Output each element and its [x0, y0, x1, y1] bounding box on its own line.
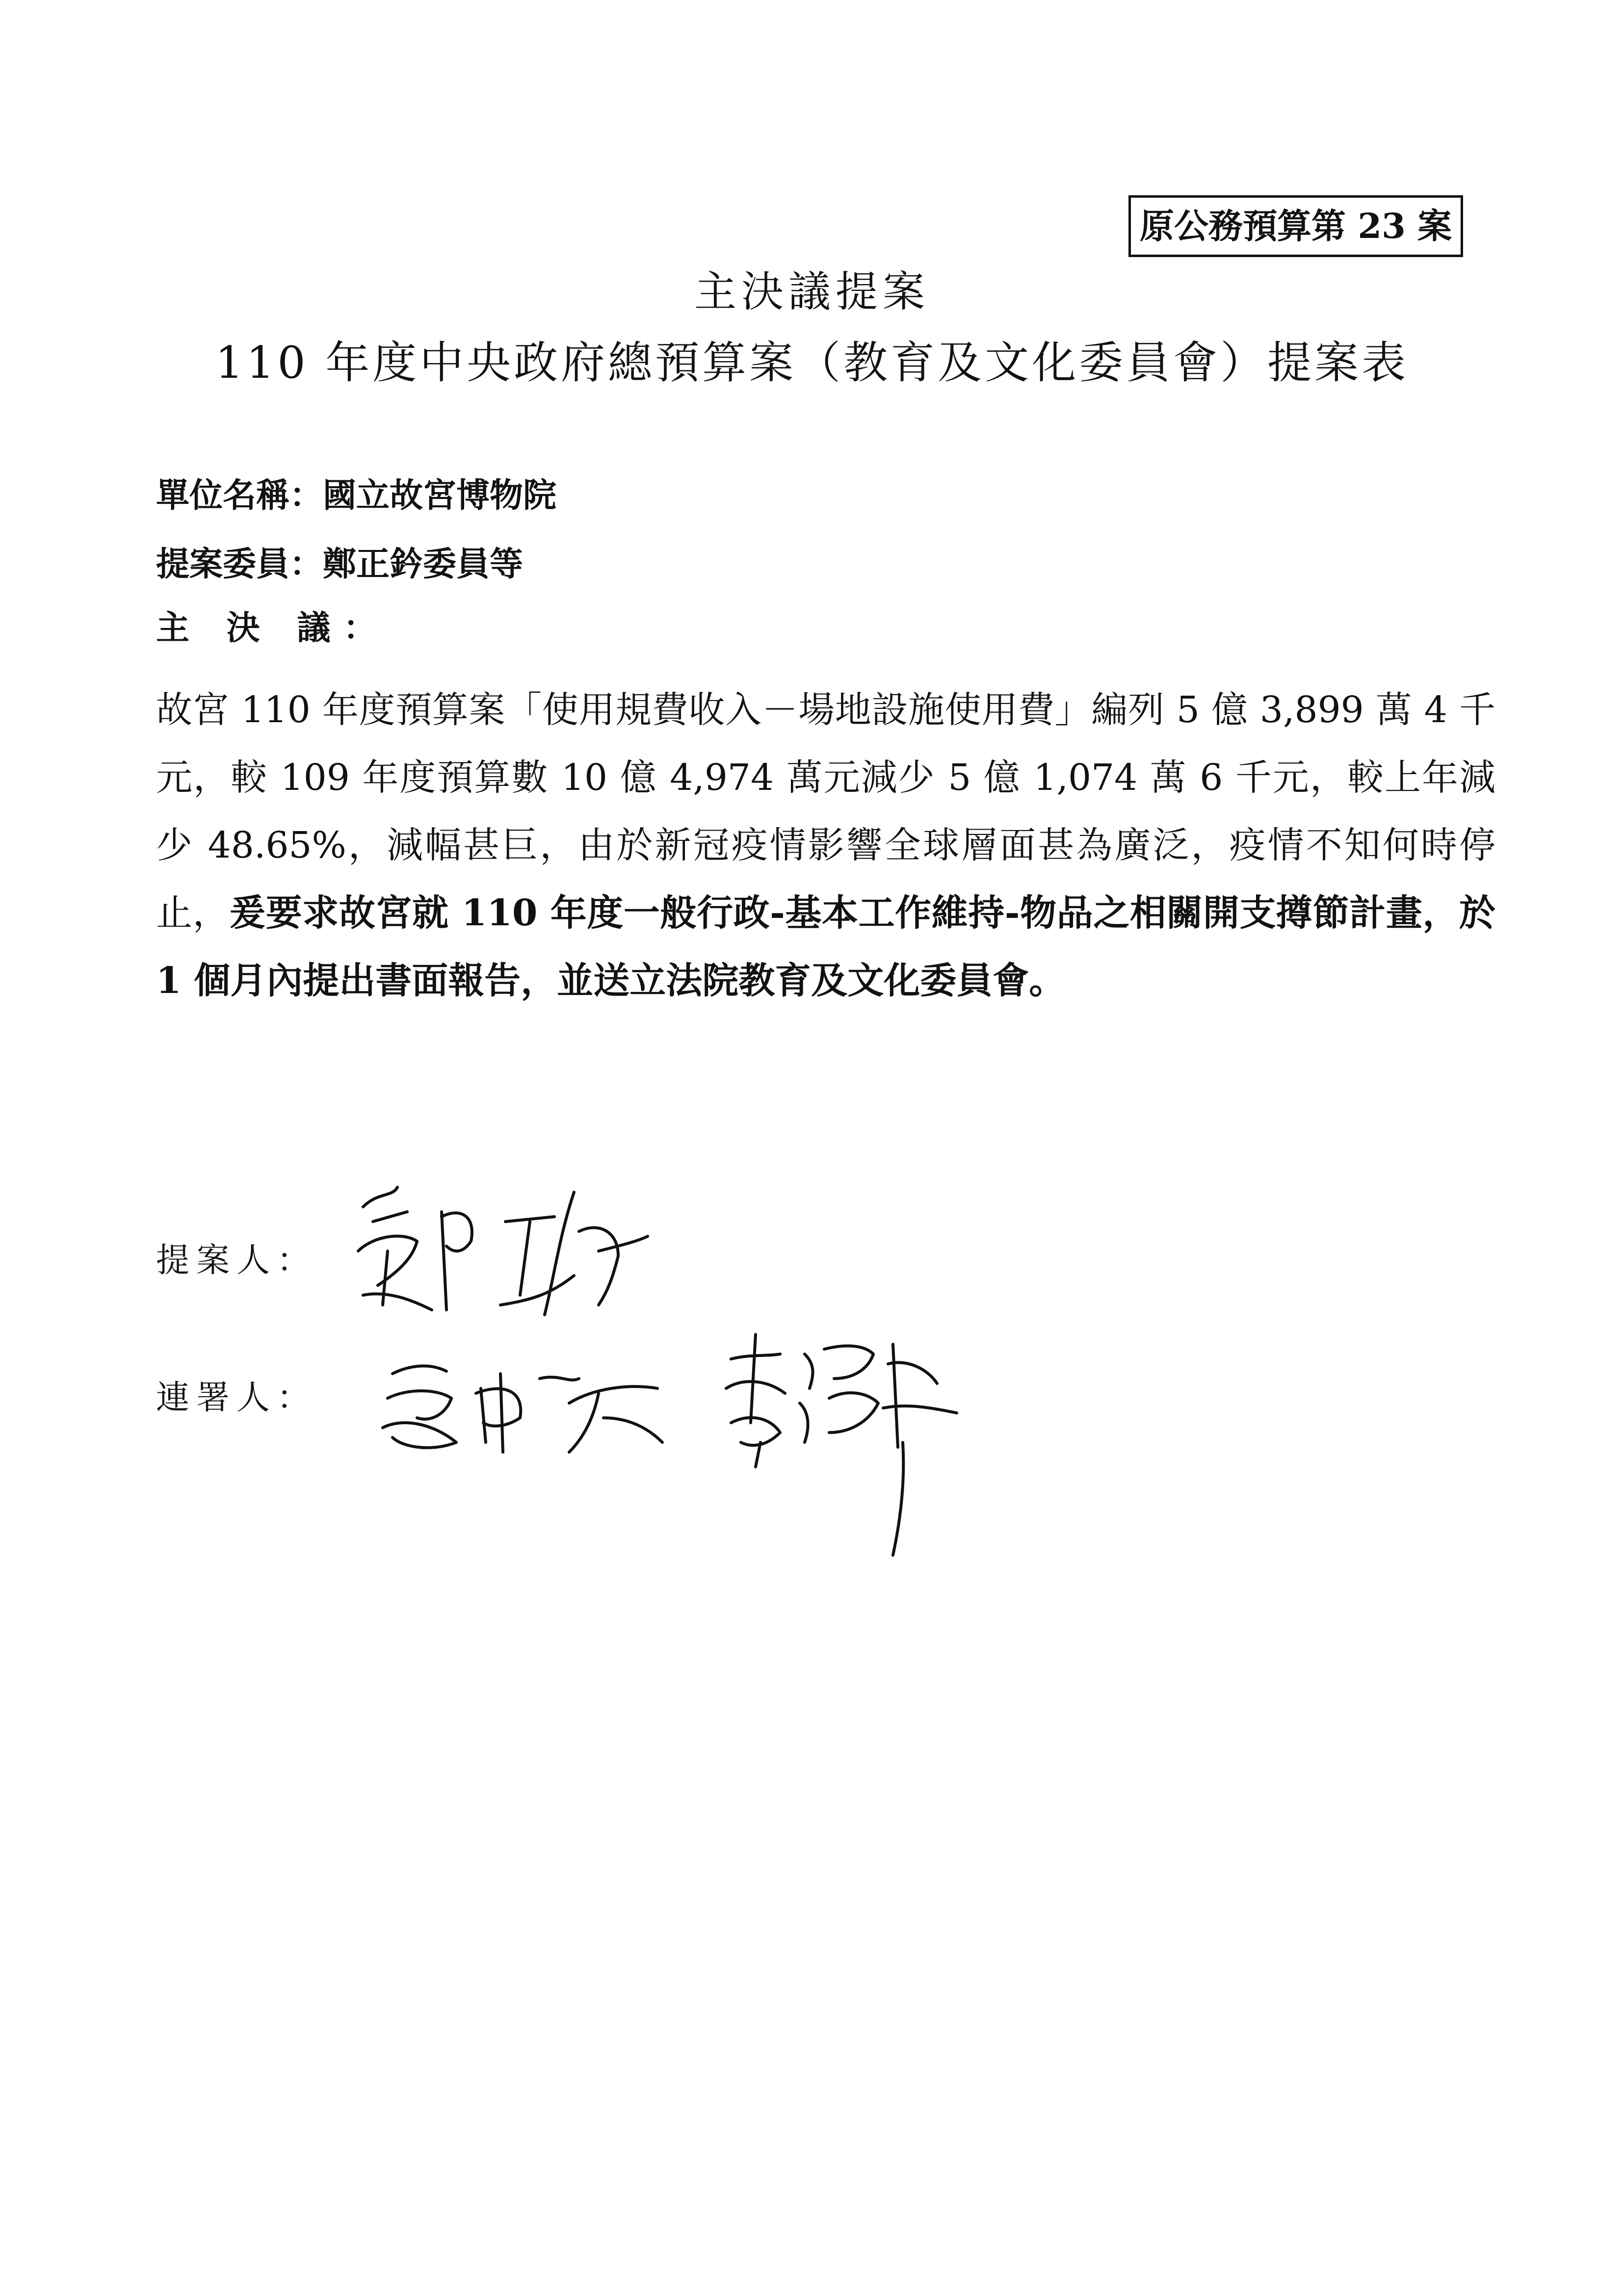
motion-body-part1: 故宮 110 年度預算案「使用規費收入－場地設施使用費」編列 5 億 3,899 萬 4 千元，較 109 年度預算數 10 億 4,974 萬元減少 5 億 1,074 萬 6 千元，較上年減少 48.65%，減幅甚巨，由於新冠疫情影響全球層面甚為廣泛，疫情不知何時停止， [156, 689, 1495, 934]
unit-label: 單位名稱： [156, 476, 323, 515]
motion-body [156, 676, 1495, 1015]
committee-member-value: 鄭正鈐委員等 [323, 545, 524, 584]
cosigner-signature-1 [373, 1344, 677, 1462]
case-number-box: 原公務預算第 23 案 [1128, 195, 1463, 257]
unit-value: 國立故宮博物院 [323, 476, 557, 515]
unit-field [156, 471, 556, 520]
committee-member-field [156, 540, 523, 589]
motion-body-part2: 爰要求故宮就 110 年度一般行政-基本工作維持-物品之相關開支撙節計畫，於 1 個月內提出書面報告，並送立法院教育及文化委員會。 [156, 892, 1496, 1002]
committee-member-label: 提案委員： [156, 545, 323, 584]
proposer-label: 提案人： [156, 1241, 317, 1280]
cosigner-signature-2 [711, 1325, 967, 1560]
motion-label: 主 決 議： [156, 608, 390, 648]
cosigner-label: 連署人： [156, 1379, 317, 1417]
proposer-signature [343, 1177, 662, 1325]
document-subtitle: 110 年度中央政府總預算案（教育及文化委員會）提案表 [215, 337, 1409, 389]
document-title: 主決議提案 [694, 267, 930, 316]
